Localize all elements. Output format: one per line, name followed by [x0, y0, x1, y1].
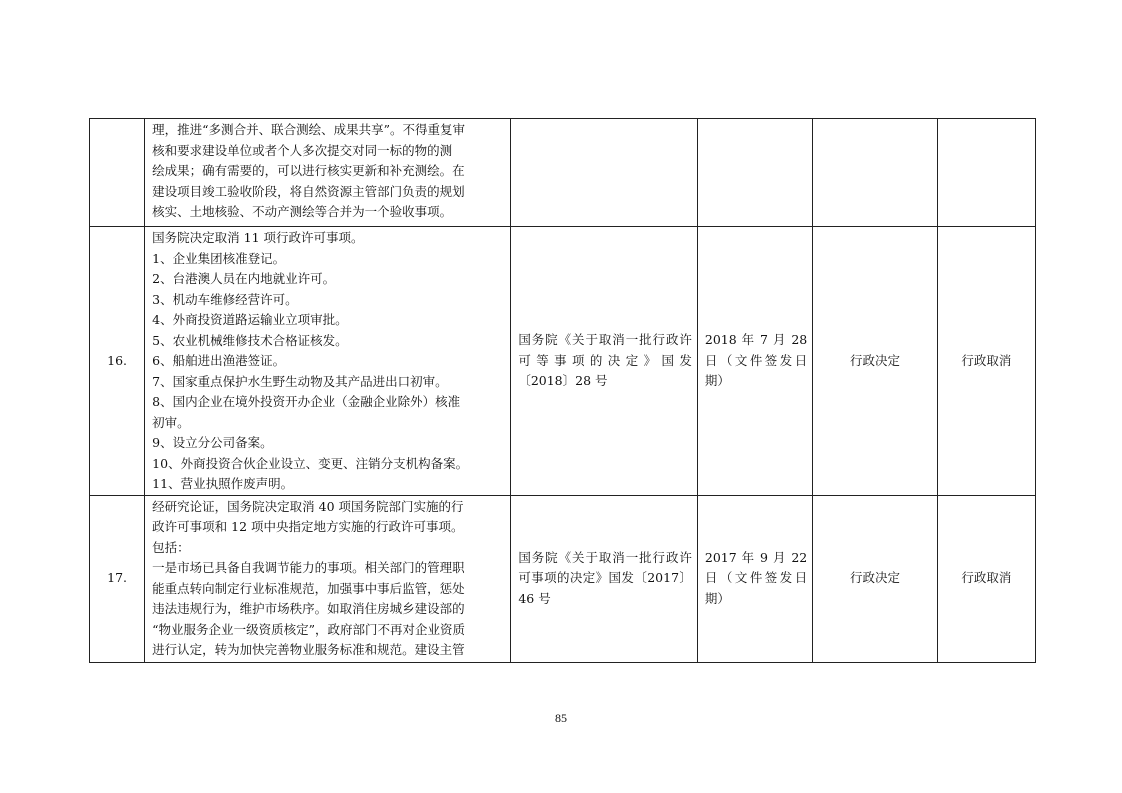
action-type: 行政决定	[813, 495, 937, 662]
content-line: 8、国内企业在境外投资开办企业（金融企业除外）核准	[152, 394, 461, 409]
content-line: 5、农业机械维修技术合格证核发。	[152, 332, 348, 348]
table-row	[90, 227, 1036, 496]
content-line: 核实、土地核验、不动产测绘等合并为一个验收事项。	[152, 204, 453, 219]
content-line: 进行认定，转为加快完善物业服务标准和规范。建设主管	[152, 642, 465, 657]
content-line: 建设项目竣工验收阶段，将自然资源主管部门负责的规划	[152, 183, 465, 199]
effective-date	[697, 119, 812, 227]
item-content	[145, 495, 511, 662]
content-line: “物业服务企业一级资质核定”，政府部门不再对企业资质	[152, 621, 465, 637]
content-line: 9、设立分公司备案。	[152, 435, 273, 450]
content-line: 11、营业执照作废声明。	[152, 476, 294, 491]
content-line: 10、外商投资合伙企业设立、变更、注销分支机构备案。	[152, 455, 469, 471]
item-content	[145, 119, 511, 227]
content-line: 核和要求建设单位或者个人多次提交对同一标的物的测	[152, 142, 453, 158]
legal-basis: 国务院《关于取消一批行政许可事项的决定》国发〔2017〕46 号	[511, 495, 698, 662]
content-line: 3、机动车维修经营许可。	[152, 291, 298, 307]
content-line: 2、台港澳人员在内地就业许可。	[152, 271, 336, 286]
action-result	[937, 119, 1035, 227]
content-line: 初审。	[152, 414, 190, 430]
action-result: 行政取消	[937, 495, 1035, 662]
content-line: 7、国家重点保护水生野生动物及其产品进出口初审。	[152, 373, 448, 389]
content-line: 违法违规行为，维护市场秩序。如取消住房城乡建设部的	[152, 601, 465, 616]
content-line: 一是市场已具备自我调节能力的事项。相关部门的管理职	[152, 560, 465, 575]
table-row	[90, 495, 1036, 662]
action-type	[813, 119, 937, 227]
content-line: 1、企业集团核准登记。	[152, 250, 286, 266]
item-content	[145, 227, 511, 496]
legal-basis: 国务院《关于取消一批行政许可等事项的决定》国发〔2018〕28 号	[511, 227, 698, 496]
legal-basis	[511, 119, 698, 227]
content-line: 政许可事项和 12 项中央指定地方实施的行政许可事项。	[152, 519, 464, 534]
content-line: 6、船舶进出渔港签证。	[152, 353, 286, 368]
content-line: 理，推进“多测合并、联合测绘、成果共享”。不得重复审	[152, 122, 465, 137]
content-line: 绘成果；确有需要的，可以进行核实更新和补充测绘。在	[152, 163, 465, 178]
content-line: 4、外商投资道路运输业立项审批。	[152, 312, 348, 327]
effective-date: 2017 年 9 月 22 日（文件签发日期）	[697, 495, 812, 662]
action-type: 行政决定	[813, 227, 937, 496]
content-line: 国务院决定取消 11 项行政许可事项。	[152, 230, 364, 245]
effective-date: 2018 年 7 月 28 日（文件签发日期）	[697, 227, 812, 496]
document-table	[89, 118, 1036, 663]
action-result: 行政取消	[937, 227, 1035, 496]
row-number	[90, 119, 145, 227]
table-row	[90, 119, 1036, 227]
row-number: 17.	[90, 495, 145, 662]
page-number: 85	[555, 711, 567, 725]
content-line: 经研究论证，国务院决定取消 40 项国务院部门实施的行	[152, 498, 464, 514]
content-line: 能重点转向制定行业标准规范，加强事中事后监管，惩处	[152, 580, 465, 596]
content-line: 包括：	[152, 539, 190, 555]
row-number: 16.	[90, 227, 145, 496]
